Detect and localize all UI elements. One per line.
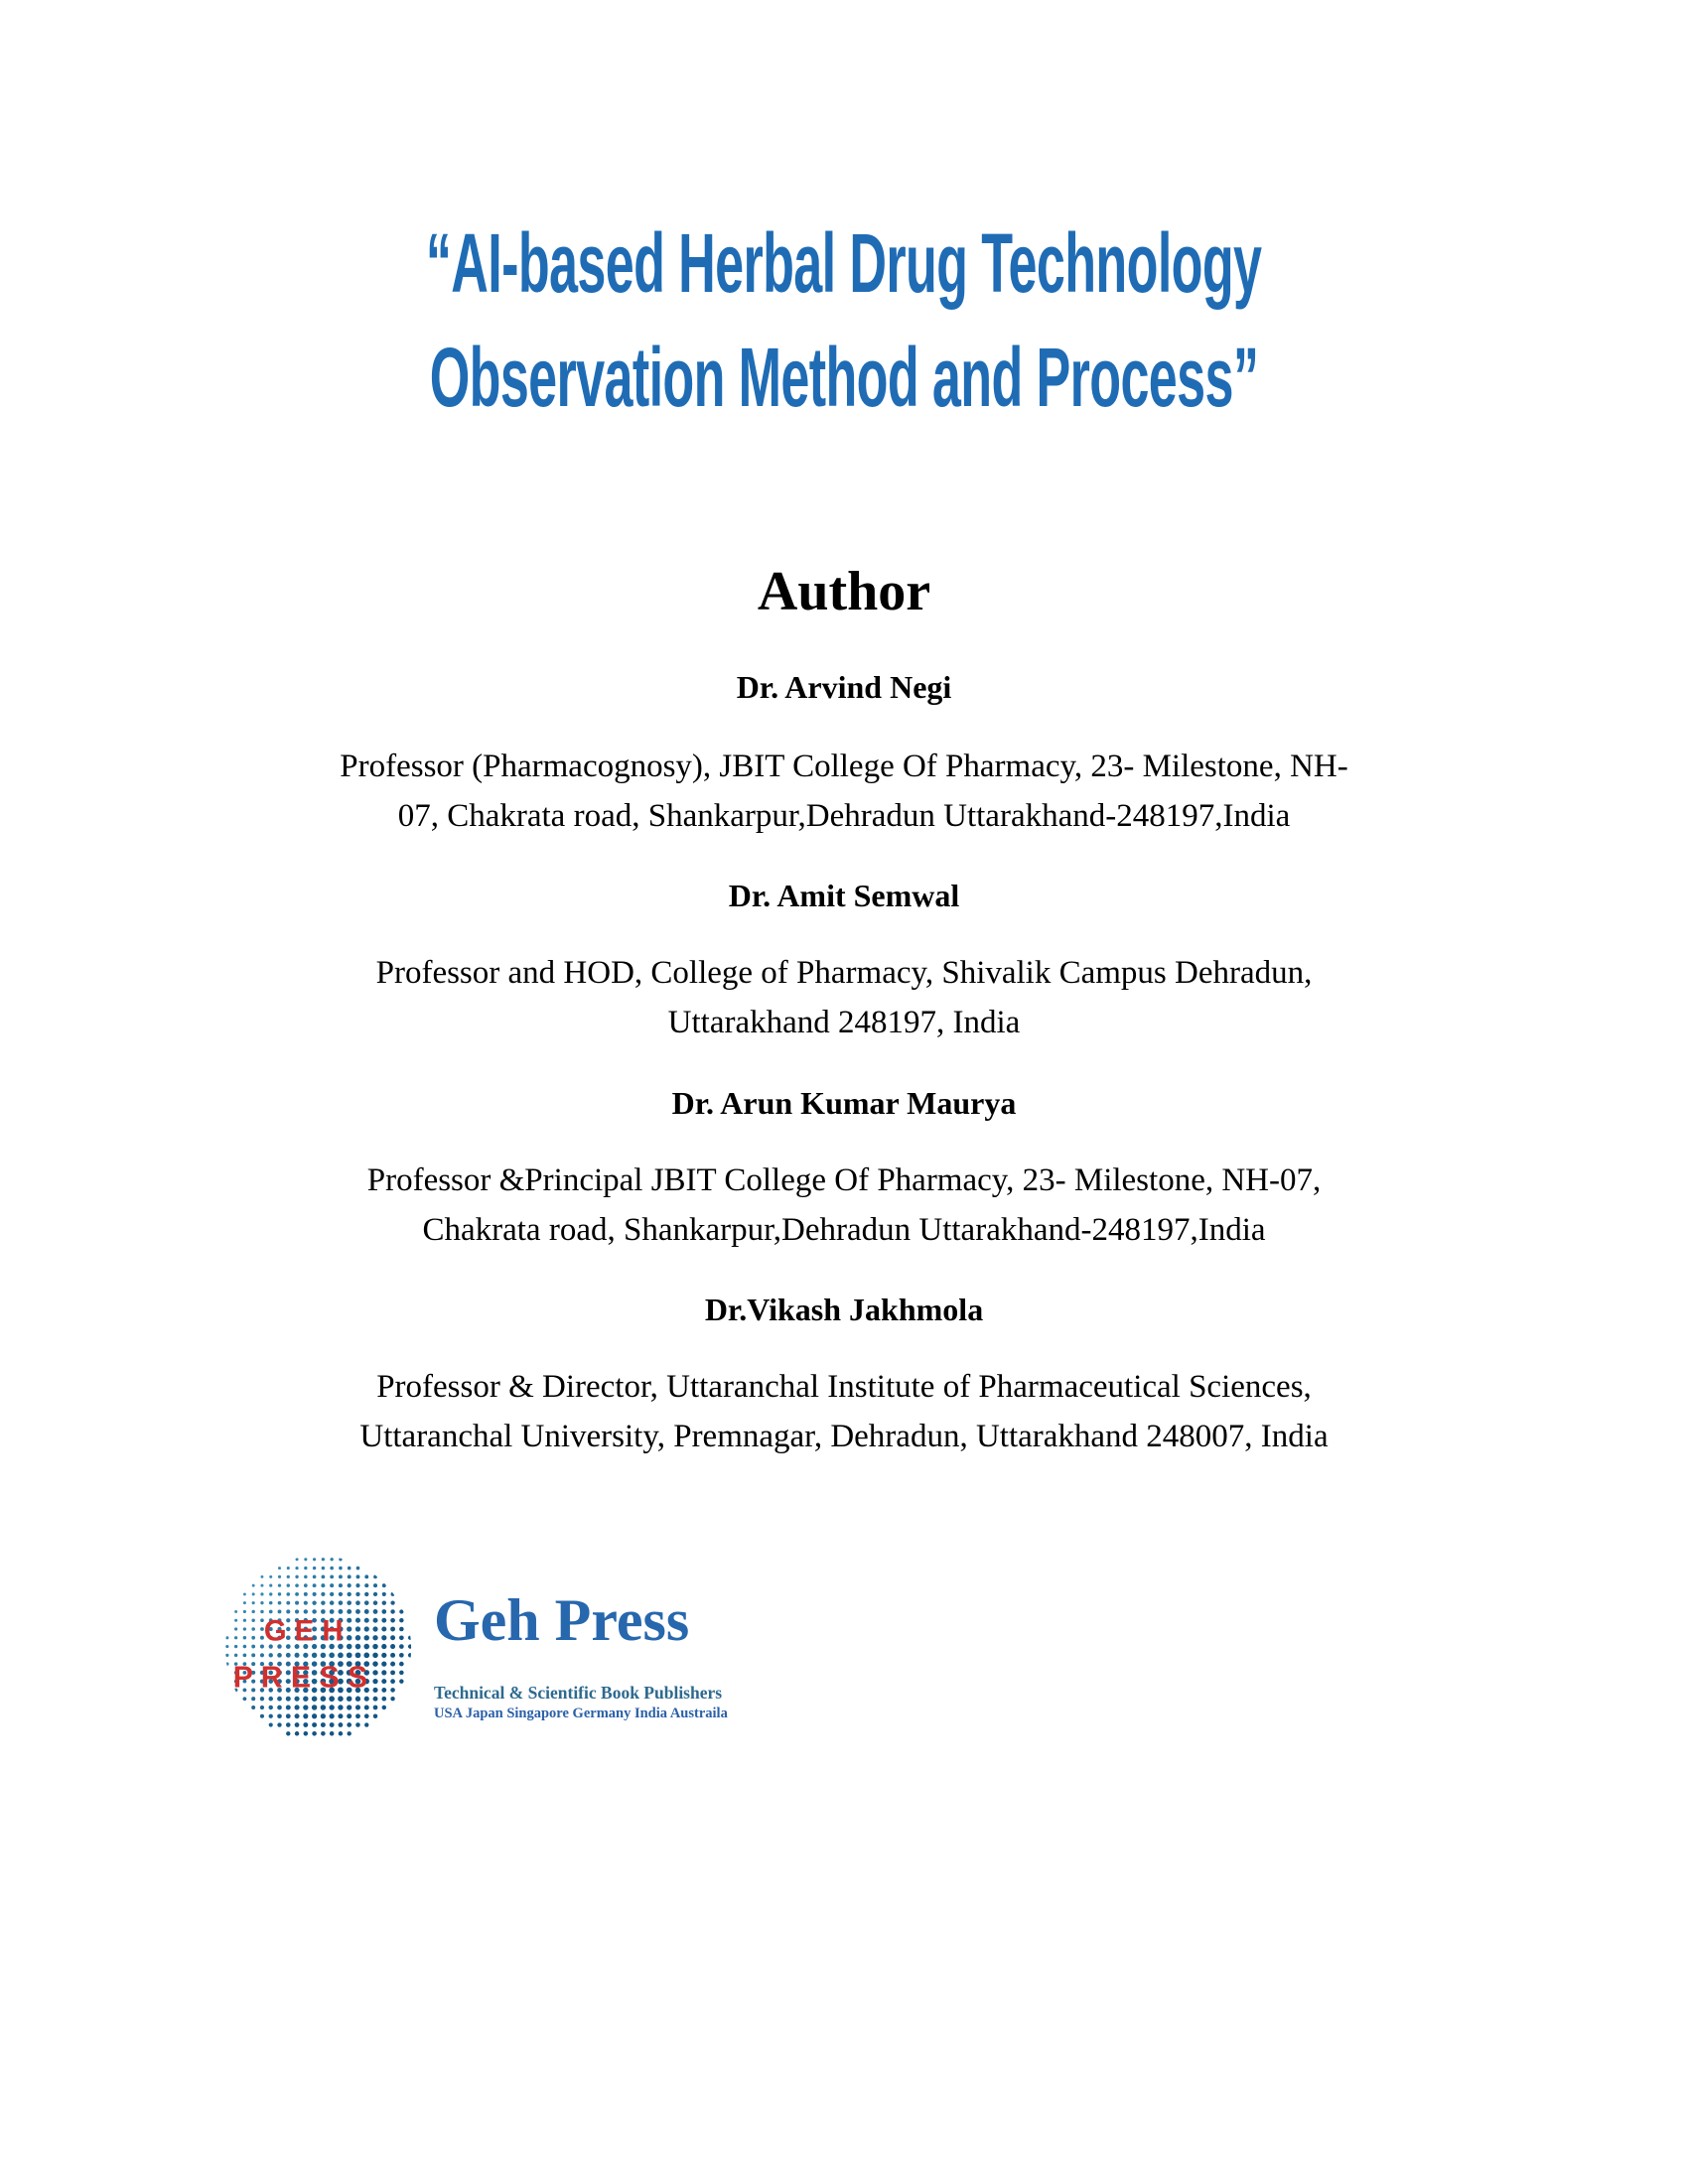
- author-name: Dr. Amit Semwal: [728, 878, 960, 913]
- affiliation-line: Uttaranchal University, Premnagar, Dehradun, Uttarakhand 248007, India: [359, 1419, 1329, 1454]
- authors-heading: Author: [757, 561, 931, 622]
- book-title-line-1: “AI-based Herbal Drug Technology: [426, 216, 1262, 310]
- author-name: Dr. Arvind Negi: [736, 669, 952, 705]
- affiliation-line: Professor & Director, Uttaranchal Institute of Pharmaceutical Sciences,: [376, 1369, 1312, 1405]
- affiliation-line: Chakrata road, Shankarpur,Dehradun Uttarakhand-248197,India: [422, 1212, 1266, 1248]
- publisher-name: Geh Press: [434, 1587, 690, 1653]
- author-affiliation: [0, 1362, 1688, 1461]
- publisher-locations: USA Japan Singapore Germany India Austraila: [434, 1706, 728, 1721]
- author-name: Dr.Vikash Jakhmola: [704, 1292, 984, 1327]
- globe-text-line1: G E H: [263, 1615, 344, 1648]
- affiliation-line: Uttarakhand 248197, India: [667, 1005, 1021, 1040]
- publisher-tagline: Technical & Scientific Book Publishers: [434, 1683, 723, 1703]
- book-title-line-2: Observation Method and Process”: [429, 331, 1259, 424]
- author-affiliation: [0, 1156, 1688, 1255]
- affiliation-line: 07, Chakrata road, Shankarpur,Dehradun Uttarakhand-248197,India: [397, 798, 1291, 834]
- affiliation-line: Professor and HOD, College of Pharmacy, Shivalik Campus Dehradun,: [375, 955, 1313, 991]
- affiliation-line: Professor (Pharmacognosy), JBIT College Of Pharmacy, 23- Milestone, NH-: [340, 749, 1348, 784]
- author-affiliation: [0, 742, 1688, 841]
- author-name: Dr. Arun Kumar Maurya: [671, 1085, 1017, 1121]
- globe-dots-icon: [221, 1552, 415, 1745]
- affiliation-line: Professor &Principal JBIT College Of Pharmacy, 23- Milestone, NH-07,: [366, 1162, 1322, 1198]
- globe-text-line2: P R E S S: [232, 1661, 368, 1695]
- author-affiliation: [0, 948, 1688, 1047]
